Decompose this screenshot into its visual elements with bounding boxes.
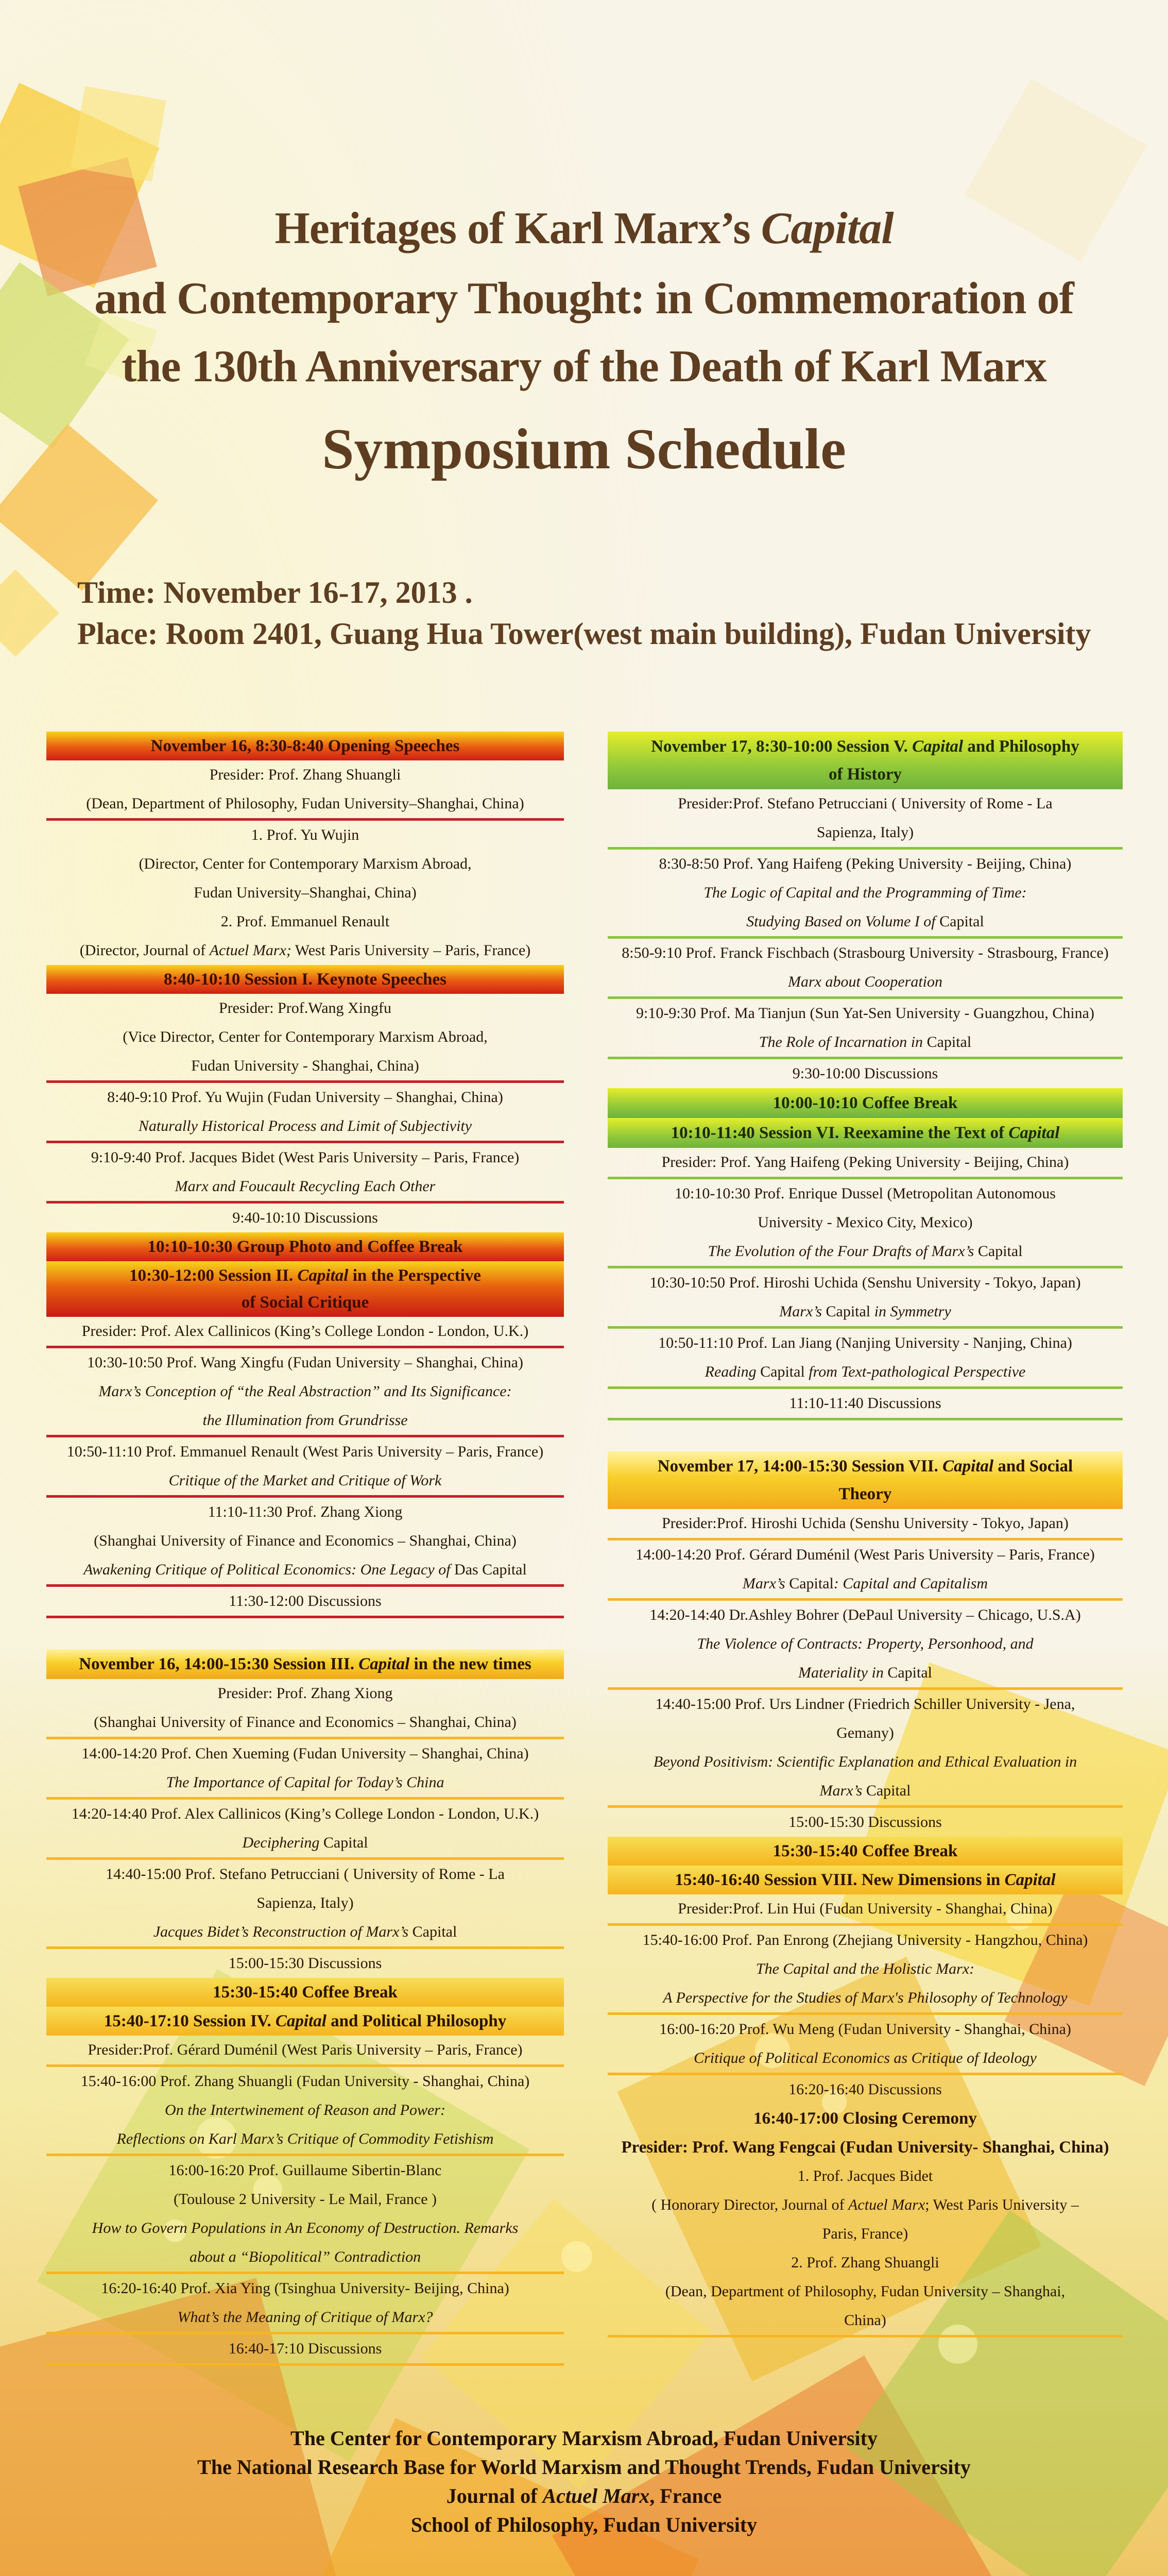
talk-title: Marx’s Conception of “the Real Abstraction” and Its Significance: xyxy=(98,1383,512,1400)
session-header-8: 15:40-16:40 Session VIII. New Dimensions in Capital xyxy=(608,1866,1123,1894)
talk-title: Reflections on Karl Marx’s Critique of Commodity Fetishism xyxy=(116,2130,494,2147)
schedule-line: Gemany) xyxy=(836,1724,894,1741)
talk-title: Jacques Bidet’s Reconstruction of Marx’s Capital xyxy=(153,1923,457,1940)
schedule-line: 16:00-16:20 Prof. Wu Meng (Fudan University - Shanghai, China) xyxy=(659,2021,1071,2038)
schedule-line: Presider:Prof. Stefano Petrucciani ( University of Rome - La xyxy=(678,795,1053,812)
talk-title: Critique of Political Economics as Critique of Ideology xyxy=(694,2049,1037,2066)
talk-title: On the Intertwinement of Reason and Power: xyxy=(165,2102,445,2119)
session-header-closing: 16:40-17:00 Closing Ceremony xyxy=(753,2109,977,2128)
session-header-7: November 17, 14:00-15:30 Session VII. Capital and Social Theory xyxy=(608,1451,1123,1509)
schedule-line: Presider: Prof. Yang Haifeng (Peking University - Beijing, China) xyxy=(661,1154,1069,1171)
schedule-line: 16:20-16:40 Discussions xyxy=(788,2081,942,2098)
schedule-line: 15:00-15:30 Discussions xyxy=(788,1814,942,1831)
schedule-line: 14:40-15:00 Prof. Urs Lindner (Friedrich Schiller University - Jena, xyxy=(655,1696,1075,1713)
session-header-coffee: 15:30-15:40 Coffee Break xyxy=(46,1978,564,2007)
organizer-line: The National Research Base for World Marxism and Thought Trends, Fudan University xyxy=(197,2455,971,2479)
schedule-line: (Director, Center for Contemporary Marxism Abroad, xyxy=(139,855,472,872)
talk-title: Studying Based on Volume I of Capital xyxy=(746,913,984,930)
schedule-line: University - Mexico City, Mexico) xyxy=(758,1214,973,1231)
schedule-line: Presider: Prof. Zhang Shuangli xyxy=(209,766,401,783)
title-line-3: the 130th Anniversary of the Death of Karl Marx xyxy=(122,342,1046,392)
schedule-line: Presider: Prof.Wang Xingfu xyxy=(218,999,392,1016)
schedule-line: 1. Prof. Jacques Bidet xyxy=(797,2167,933,2184)
schedule-line: ( Honorary Director, Journal of Actuel Marx; West Paris University – xyxy=(651,2196,1079,2213)
schedule-line: (Dean, Department of Philosophy, Fudan University – Shanghai, xyxy=(665,2283,1066,2300)
schedule-line: 10:50-11:10 Prof. Emmanuel Renault (West Paris University – Paris, France) xyxy=(66,1443,544,1460)
talk-title: Materiality in Capital xyxy=(798,1664,932,1681)
schedule-line: 10:50-11:10 Prof. Lan Jiang (Nanjing University - Nanjing, China) xyxy=(658,1334,1072,1351)
organizer-line: The Center for Contemporary Marxism Abroad, Fudan University xyxy=(290,2427,878,2450)
session-header-2: 10:30-12:00 Session II. Capital in the Perspective of Social Critique xyxy=(46,1261,564,1317)
talk-title: Awakening Critique of Political Economics: One Legacy of Das Capital xyxy=(83,1561,527,1578)
schedule-line: 15:40-16:00 Prof. Zhang Shuangli (Fudan University - Shanghai, China) xyxy=(80,2073,530,2090)
title-line-1: Heritages of Karl Marx’s Capital xyxy=(274,204,894,253)
event-info xyxy=(77,572,1091,654)
event-place: Place: Room 2401, Guang Hua Tower(west main building), Fudan University xyxy=(77,617,1091,651)
divider xyxy=(46,2363,564,2366)
schedule-line: 11:10-11:30 Prof. Zhang Xiong xyxy=(208,1503,403,1520)
schedule-day1-column xyxy=(46,732,564,2366)
session-header-coffee-2: 15:30-15:40 Coffee Break xyxy=(608,1837,1123,1866)
session-header-6: 10:10-11:40 Session VI. Reexamine the Text of Capital xyxy=(608,1118,1123,1148)
schedule-line: 8:50-9:10 Prof. Franck Fischbach (Strasbourg University - Strasbourg, France) xyxy=(622,944,1109,961)
schedule-line: 14:00-14:20 Prof. Chen Xueming (Fudan University – Shanghai, China) xyxy=(81,1745,529,1762)
title-line-2: and Contemporary Thought: in Commemoration of xyxy=(94,274,1074,324)
schedule-line: Presider: Prof. Alex Callinicos (King’s College London - London, U.K.) xyxy=(81,1323,529,1340)
schedule-line: (Toulouse 2 University - Le Mail, France ) xyxy=(173,2191,437,2208)
schedule-line: 15:00-15:30 Discussions xyxy=(228,1955,382,1972)
talk-title: How to Govern Populations in An Economy of Destruction. Remarks xyxy=(92,2219,519,2236)
schedule-line: 9:10-9:30 Prof. Ma Tianjun (Sun Yat-Sen University - Guangzhou, China) xyxy=(636,1005,1094,1022)
session-header-5: November 17, 8:30-10:00 Session V. Capital and Philosophy of History xyxy=(608,732,1123,789)
talk-title: The Importance of Capital for Today’s China xyxy=(166,1774,444,1791)
talk-title: Naturally Historical Process and Limit of Subjectivity xyxy=(138,1117,472,1134)
schedule-line: 16:20-16:40 Prof. Xia Ying (Tsinghua University- Beijing, China) xyxy=(101,2280,509,2297)
schedule-line: Sapienza, Italy) xyxy=(816,824,914,841)
talk-title: Beyond Positivism: Scientific Explanation and Ethical Evaluation in xyxy=(653,1753,1077,1770)
talk-title: Deciphering Capital xyxy=(242,1834,368,1851)
talk-title: about a “Biopolitical” Contradiction xyxy=(189,2248,421,2265)
schedule-line: 8:30-8:50 Prof. Yang Haifeng (Peking University - Beijing, China) xyxy=(659,855,1072,872)
schedule-line: 14:20-14:40 Dr.Ashley Bohrer (DePaul University – Chicago, U.S.A) xyxy=(649,1606,1081,1623)
schedule-line: Fudan University–Shanghai, China) xyxy=(194,884,417,901)
header xyxy=(0,204,1168,481)
event-time: Time: November 16-17, 2013 . xyxy=(77,575,473,609)
schedule-line: Paris, France) xyxy=(822,2225,908,2242)
schedule-line: 14:20-14:40 Prof. Alex Callinicos (King’s College London - London, U.K.) xyxy=(71,1805,539,1822)
schedule-line: 15:40-16:00 Prof. Pan Enrong (Zhejiang University - Hangzhou, China) xyxy=(642,1931,1088,1948)
closing-presider: Presider: Prof. Wang Fengcai (Fudan University- Shanghai, China) xyxy=(621,2138,1109,2157)
schedule-line: (Director, Journal of Actuel Marx; West Paris University – Paris, France) xyxy=(79,942,531,959)
schedule-line: (Dean, Department of Philosophy, Fudan University–Shanghai, China) xyxy=(86,795,524,812)
talk-title: The Role of Incarnation in Capital xyxy=(759,1033,972,1050)
page-subtitle: Symposium Schedule xyxy=(322,417,846,481)
talk-title: Marx’s Capital: Capital and Capitalism xyxy=(742,1575,988,1592)
talk-title: The Capital and the Holistic Marx: xyxy=(755,1960,975,1977)
talk-title: Marx about Cooperation xyxy=(788,973,942,990)
schedule-line: 2. Prof. Emmanuel Renault xyxy=(220,913,390,930)
session-header-opening: November 16, 8:30-8:40 Opening Speeches xyxy=(46,732,564,760)
schedule-line: 10:10-10:30 Prof. Enrique Dussel (Metropolitan Autonomous xyxy=(675,1185,1056,1202)
schedule-line: 9:10-9:40 Prof. Jacques Bidet (West Paris University – Paris, France) xyxy=(91,1149,520,1166)
schedule-line: China) xyxy=(844,2312,886,2329)
schedule-line: 9:30-10:00 Discussions xyxy=(792,1065,938,1082)
schedule-line: Presider:Prof. Hiroshi Uchida (Senshu University - Tokyo, Japan) xyxy=(662,1515,1069,1532)
talk-title: The Logic of Capital and the Programming of Time: xyxy=(703,884,1027,901)
talk-title: Reading Capital from Text-pathological Perspective xyxy=(705,1363,1026,1380)
organizers-footer xyxy=(0,2424,1168,2539)
talk-title: The Evolution of the Four Drafts of Marx’s Capital xyxy=(708,1243,1023,1260)
talk-title: Marx and Foucault Recycling Each Other xyxy=(175,1178,436,1195)
schedule-line: (Shanghai University of Finance and Economics – Shanghai, China) xyxy=(94,1714,517,1731)
schedule-line: 10:30-10:50 Prof. Hiroshi Uchida (Senshu University - Tokyo, Japan) xyxy=(649,1274,1081,1291)
schedule-line: Sapienza, Italy) xyxy=(256,1894,354,1911)
talk-title: Marx’s Capital in Symmetry xyxy=(779,1303,951,1320)
talk-title: the Illumination from Grundrisse xyxy=(202,1412,408,1429)
schedule-line: (Shanghai University of Finance and Economics – Shanghai, China) xyxy=(94,1532,517,1549)
schedule-line: Presider:Prof. Lin Hui (Fudan University - Shanghai, China) xyxy=(678,1900,1053,1917)
schedule-line: 11:30-12:00 Discussions xyxy=(229,1592,382,1609)
organizer-line: Journal of Actuel Marx, France xyxy=(446,2484,722,2507)
organizer-line: School of Philosophy, Fudan University xyxy=(410,2513,758,2536)
schedule-line: Presider: Prof. Zhang Xiong xyxy=(217,1685,393,1702)
talk-title: Marx’s Capital xyxy=(819,1782,911,1799)
session-header-3: November 16, 14:00-15:30 Session III. Capital in the new times xyxy=(46,1649,564,1679)
session-header-coffee-1: 10:00-10:10 Coffee Break xyxy=(608,1088,1123,1118)
schedule-line: 14:00-14:20 Prof. Gérard Duménil (West Paris University – Paris, France) xyxy=(635,1546,1095,1563)
schedule-line: 16:00-16:20 Prof. Guillaume Sibertin-Blanc xyxy=(168,2162,442,2179)
session-header-4: 15:40-17:10 Session IV. Capital and Political Philosophy xyxy=(46,2007,564,2036)
divider xyxy=(608,2335,1123,2337)
schedule-line: 11:10-11:40 Discussions xyxy=(789,1395,941,1412)
talk-title: The Violence of Contracts: Property, Personhood, and xyxy=(697,1635,1034,1652)
talk-title: What’s the Meaning of Critique of Marx? xyxy=(177,2309,433,2326)
talk-title: A Perspective for the Studies of Marx's Philosophy of Technology xyxy=(663,1989,1068,2006)
schedule-line: Fudan University - Shanghai, China) xyxy=(191,1057,419,1074)
schedule-line: 10:30-10:50 Prof. Wang Xingfu (Fudan University – Shanghai, China) xyxy=(87,1354,523,1371)
schedule-line: 9:40-10:10 Discussions xyxy=(232,1209,378,1226)
schedule-line: 1. Prof. Yu Wujin xyxy=(251,826,359,843)
session-header-1: 8:40-10:10 Session I. Keynote Speeches xyxy=(46,965,564,994)
schedule-line: Presider:Prof. Gérard Duménil (West Paris University – Paris, France) xyxy=(88,2041,523,2058)
schedule-line: 8:40-9:10 Prof. Yu Wujin (Fudan University – Shanghai, China) xyxy=(107,1089,503,1106)
schedule-line: (Vice Director, Center for Contemporary Marxism Abroad, xyxy=(123,1028,488,1045)
schedule-line: 2. Prof. Zhang Shuangli xyxy=(791,2254,939,2271)
talk-title: Critique of the Market and Critique of Work xyxy=(168,1472,442,1489)
schedule-day2-column xyxy=(608,732,1123,2337)
schedule-line: 16:40-17:10 Discussions xyxy=(228,2340,382,2357)
session-header-photo: 10:10-10:30 Group Photo and Coffee Break xyxy=(46,1232,564,1261)
schedule-line: 14:40-15:00 Prof. Stefano Petrucciani ( University of Rome - La xyxy=(106,1866,505,1883)
